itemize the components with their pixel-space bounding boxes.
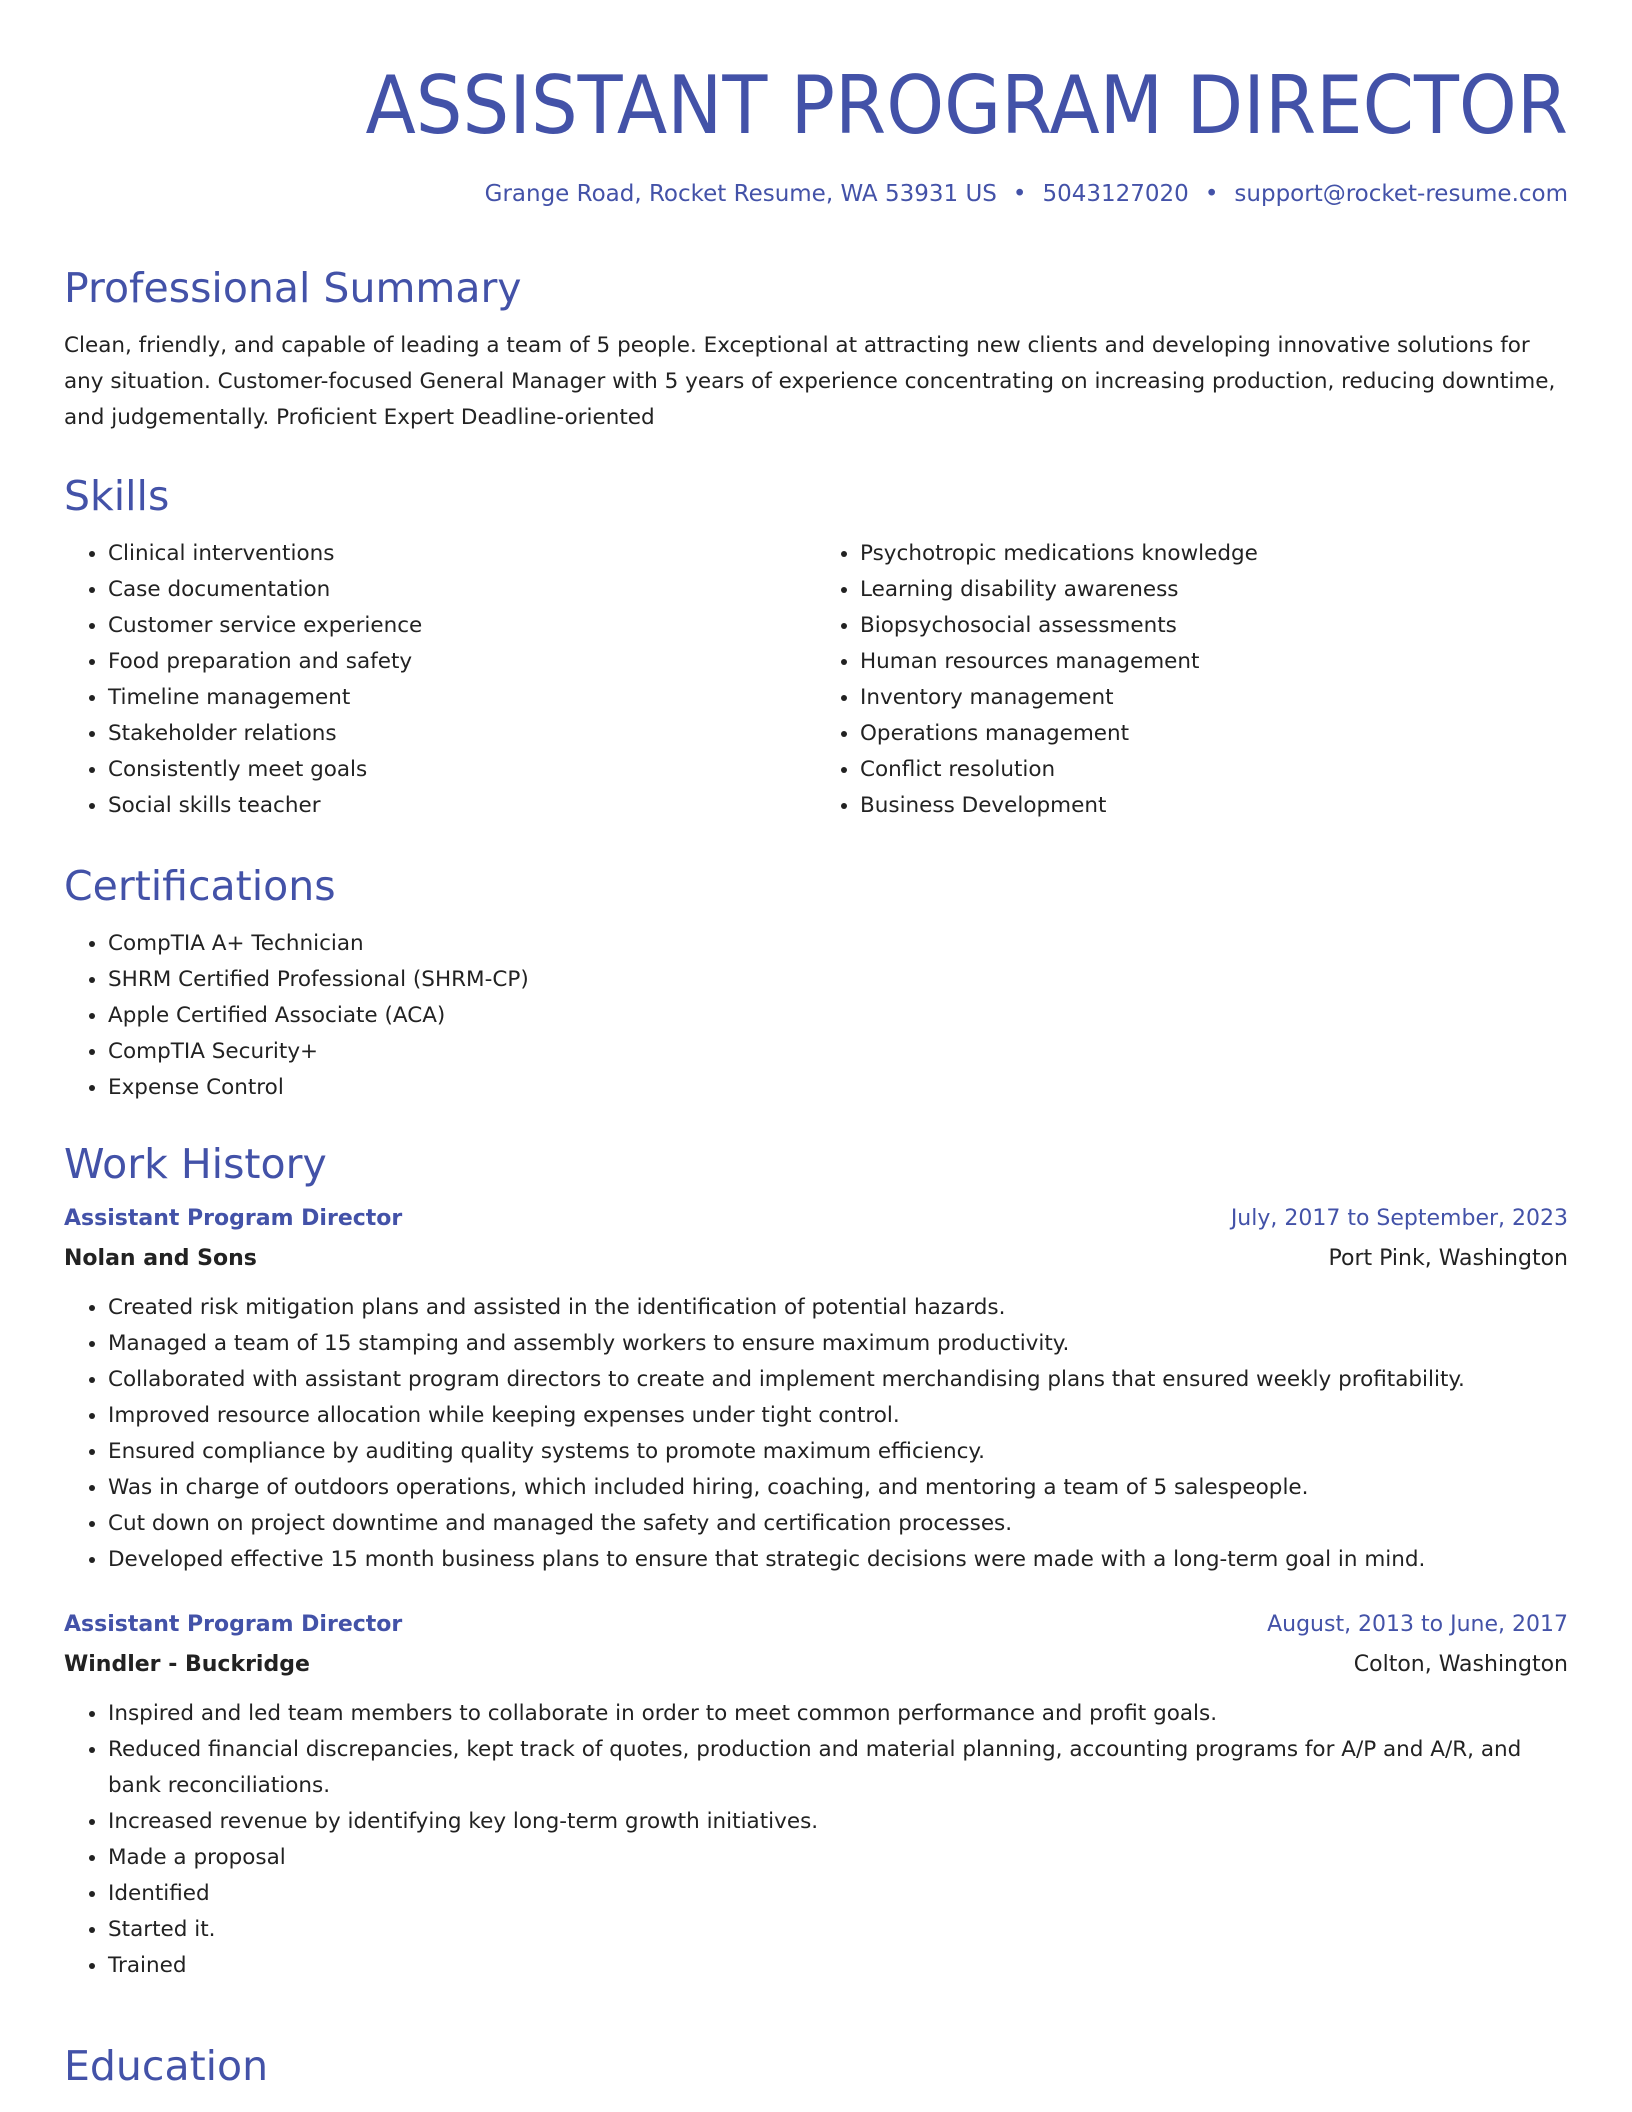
job-bullet: • Was in charge of outdoors operations, which included hiring, coaching, and mentoring a team of 5 salespeople.: [108, 1470, 1568, 1506]
job-bullet: • Reduced financial discrepancies, kept track of quotes, production and material planning, accounting programs for A/P and A/R, and bank reconciliations.: [108, 1732, 1568, 1804]
job-company: Nolan and Sons: [64, 1246, 257, 1271]
job-bullet: • Inspired and led team members to collaborate in order to meet common performance and profit goals.: [108, 1696, 1568, 1732]
section-certifications: [64, 860, 1568, 1106]
job-dates: July, 2017 to September, 2023: [1230, 1206, 1568, 1231]
skill-item: • Clinical interventions: [108, 536, 816, 572]
job-title: Assistant Program Director: [64, 1612, 403, 1637]
contact-email[interactable]: support@rocket-resume.com: [1234, 181, 1568, 207]
job-bullet: • Made a proposal: [108, 1840, 1568, 1876]
skills-list-right: [816, 536, 1568, 824]
job-title: Assistant Program Director: [64, 1206, 403, 1231]
job-entry: [64, 1200, 1568, 1578]
skill-item: • Inventory management: [860, 680, 1568, 716]
skill-item: • Social skills teacher: [108, 788, 816, 824]
certification-item: • Apple Certified Associate (ACA): [108, 998, 1568, 1034]
job-header: [64, 1606, 1568, 1644]
job-subheader: [64, 1240, 1568, 1278]
candidate-name: ASSISTANT PROGRAM DIRECTOR: [365, 59, 1568, 152]
job-bullet: • Created risk mitigation plans and assisted in the identification of potential hazards.: [108, 1290, 1568, 1326]
job-subheader: [64, 1646, 1568, 1684]
contact-line: [64, 176, 1568, 212]
certification-item: • CompTIA A+ Technician: [108, 926, 1568, 962]
certification-item: • SHRM Certified Professional (SHRM-CP): [108, 962, 1568, 998]
skill-item: • Timeline management: [108, 680, 816, 716]
section-title-summary: Professional Summary: [64, 264, 522, 312]
section-summary: [64, 262, 1568, 436]
skills-list-left: [64, 536, 816, 824]
section-skills: [64, 470, 1568, 824]
section-education: [64, 2040, 1568, 2092]
skill-item: • Business Development: [860, 788, 1568, 824]
skill-item: • Conflict resolution: [860, 752, 1568, 788]
skill-item: • Customer service experience: [108, 608, 816, 644]
contact-separator: •: [1012, 181, 1027, 207]
summary-text: Clean, friendly, and capable of leading a team of 5 people. Exceptional at attracting new clients and developing innovative solutions for any situation. Customer-focused General Manager with 5 years of experience concentrating on increasing production, reducing downtime, and judgementally. Proficient Expert Deadline-oriented: [64, 333, 1556, 430]
skill-item: • Consistently meet goals: [108, 752, 816, 788]
skill-item: • Food preparation and safety: [108, 644, 816, 680]
job-bullets: [64, 1290, 1568, 1578]
skill-item: • Case documentation: [108, 572, 816, 608]
job-bullet: • Managed a team of 15 stamping and assembly workers to ensure maximum productivity.: [108, 1326, 1568, 1362]
job-bullet: • Ensured compliance by auditing quality systems to promote maximum efficiency.: [108, 1434, 1568, 1470]
job-bullets: [64, 1696, 1568, 1984]
job-location: Port Pink, Washington: [1328, 1246, 1568, 1271]
job-location: Colton, Washington: [1353, 1652, 1568, 1677]
job-company: Windler - Buckridge: [64, 1652, 310, 1677]
skill-item: • Learning disability awareness: [860, 572, 1568, 608]
job-bullet: • Collaborated with assistant program directors to create and implement merchandising plans that ensured weekly profitability.: [108, 1362, 1568, 1398]
job-bullet: • Trained: [108, 1948, 1568, 1984]
job-bullet: • Developed effective 15 month business plans to ensure that strategic decisions were made with a long-term goal in mind.: [108, 1542, 1568, 1578]
resume-page: [64, 0, 1568, 2090]
section-title-education: Education: [64, 2042, 269, 2090]
section-title-work: Work History: [64, 1140, 327, 1188]
job-entry: [64, 1606, 1568, 1984]
section-work-history: [64, 1138, 1568, 1984]
certifications-list: [64, 926, 1568, 1106]
contact-address: Grange Road, Rocket Resume, WA 53931 US: [484, 181, 997, 207]
job-bullet: • Started it.: [108, 1912, 1568, 1948]
skills-columns: [64, 536, 1568, 824]
skill-item: • Stakeholder relations: [108, 716, 816, 752]
job-bullet: • Improved resource allocation while keeping expenses under tight control.: [108, 1398, 1568, 1434]
skill-item: • Psychotropic medications knowledge: [860, 536, 1568, 572]
job-bullet: • Increased revenue by identifying key long-term growth initiatives.: [108, 1804, 1568, 1840]
job-header: [64, 1200, 1568, 1238]
contact-separator: •: [1204, 181, 1219, 207]
section-title-certifications: Certifications: [64, 862, 336, 910]
certification-item: • Expense Control: [108, 1070, 1568, 1106]
section-title-skills: Skills: [64, 472, 170, 520]
certification-item: • CompTIA Security+: [108, 1034, 1568, 1070]
skill-item: • Operations management: [860, 716, 1568, 752]
skill-item: • Biopsychosocial assessments: [860, 608, 1568, 644]
contact-phone: 5043127020: [1042, 181, 1189, 207]
job-bullet: • Identified: [108, 1876, 1568, 1912]
skill-item: • Human resources management: [860, 644, 1568, 680]
job-dates: August, 2013 to June, 2017: [1267, 1612, 1568, 1637]
job-bullet: • Cut down on project downtime and managed the safety and certification processes.: [108, 1506, 1568, 1542]
